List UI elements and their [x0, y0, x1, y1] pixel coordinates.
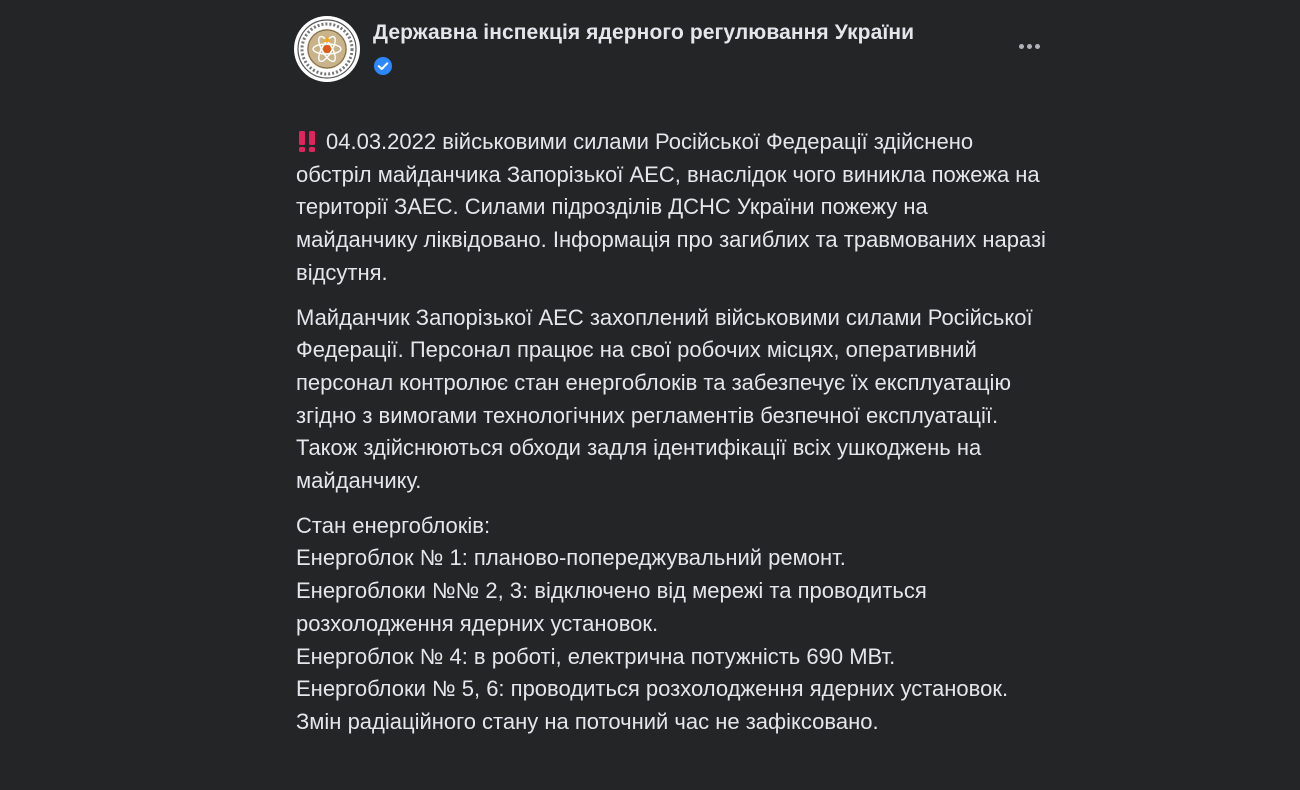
- message-paragraph: [296, 126, 1046, 290]
- status-heading: Стан енергоблоків:: [296, 512, 491, 538]
- nuclear-regulator-logo-icon: [294, 16, 360, 82]
- verified-badge-icon: [373, 56, 393, 76]
- double-exclamation-icon: [296, 130, 318, 152]
- unit-status-block: [296, 510, 1046, 739]
- post-message: [296, 126, 1046, 751]
- more-horizontal-icon: [1019, 44, 1024, 49]
- status-line: Змін радіаційного стану на поточний час не зафіксовано.: [296, 708, 879, 734]
- page-name[interactable]: Державна інспекція ядерного регулювання України: [373, 21, 915, 44]
- status-line: Енергоблок № 4: в роботі, електрична потужність 690 МВт.: [296, 643, 896, 669]
- facebook-post: [278, 0, 1058, 790]
- status-line: Енергоблок № 1: планово-попереджувальний ремонт.: [296, 545, 846, 571]
- more-options-button[interactable]: [1016, 33, 1052, 59]
- status-line: Енергоблоки № 5, 6: проводиться розхолодження ядерних установок.: [296, 676, 1009, 702]
- page-avatar[interactable]: [294, 16, 360, 82]
- message-paragraph-text: 04.03.2022 військовими силами Російської Федерації здійснено обстріл майданчика Запорізької АЕС, внаслідок чого виникла пожежа на території ЗАЕС. Силами підрозділів ДСНС України пожежу на майданчику ліквідовано. Інформація про загиблих та травмованих наразі відсутня.: [296, 129, 1046, 285]
- message-paragraph: Майданчик Запорізької АЕС захоплений військовими силами Російської Федерації. Персонал працює на свої робочих місцях, оперативний персонал контролює стан енергоблоків та забезпечує їх експлуатацію згідно з вимогами технологічних регламентів безпечної експлуатації. Також здійснюються обходи задля ідентифікації всіх ушкоджень на майданчику.: [296, 304, 1033, 494]
- status-line: Енергоблоки №№ 2, 3: відключено від мережі та проводиться розхолодження ядерних установок.: [296, 578, 927, 636]
- post-header: [294, 16, 1058, 88]
